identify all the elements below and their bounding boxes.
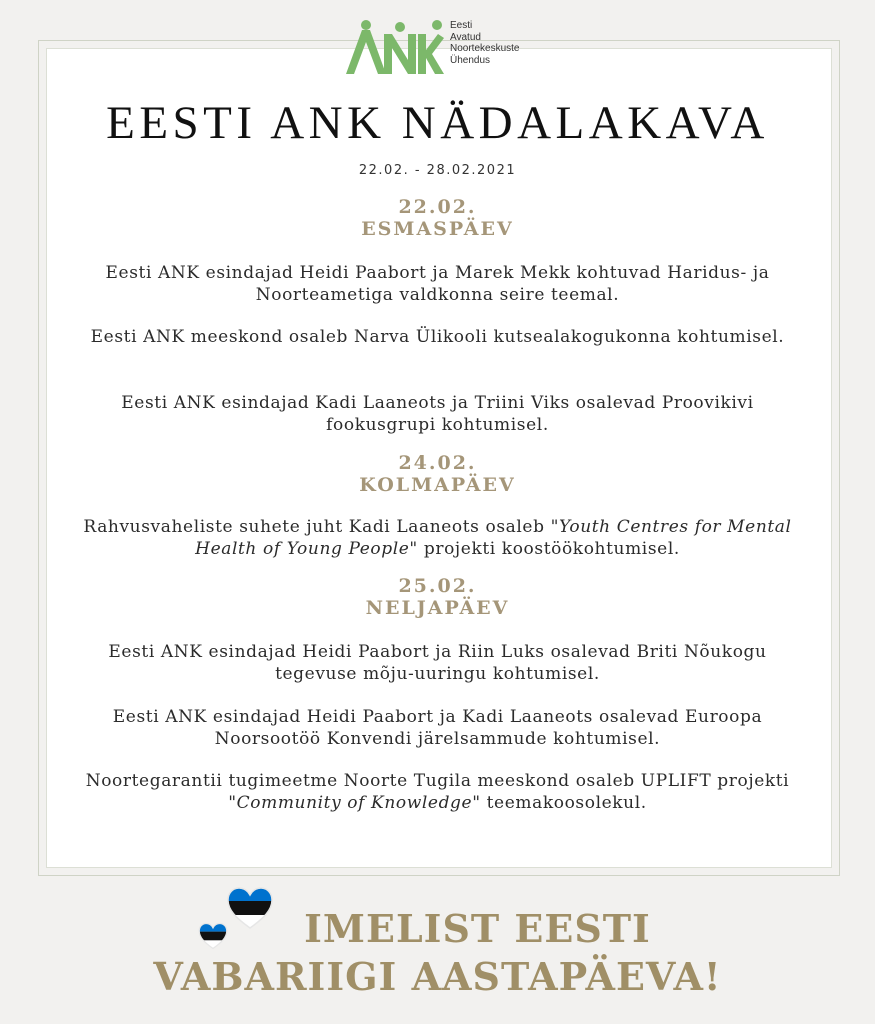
logo-line: Noortekeskuste bbox=[450, 43, 520, 54]
logo-line: Avatud bbox=[450, 31, 481, 43]
item-italic: "Youth Centres for Mental Health of Young People" bbox=[195, 517, 792, 559]
schedule-item: Eesti ANK esindajad Heidi Paabort ja Marek Mekk kohtuvad Haridus- ja Noorteametiga valdkonna seire teemal. bbox=[105, 263, 770, 305]
day-date: 25.02. bbox=[398, 575, 477, 597]
item-italic: "Community of Knowledge" bbox=[228, 793, 481, 813]
item-text: teemakoosolekul. bbox=[480, 793, 647, 813]
ank-logo-mark bbox=[344, 20, 444, 76]
greeting-line-1: IMELIST EESTI bbox=[304, 906, 651, 951]
logo-line: Ühendus bbox=[450, 54, 491, 66]
schedule-item bbox=[80, 770, 795, 814]
item-text: Rahvusvaheliste suhete juht Kadi Laaneots osaleb bbox=[83, 517, 551, 537]
day-date: 24.02. bbox=[398, 452, 477, 474]
schedule-item: Eesti ANK esindajad Heidi Paabort ja Kadi Laaneots osalevad Euroopa Noorsootöö Konvendi järelsammude kohtumisel. bbox=[112, 707, 763, 749]
page-title: EESTI ANK NÄDALAKAVA bbox=[106, 97, 769, 149]
schedule-item: Eesti ANK meeskond osaleb Narva Ülikooli kutsealakogukonna kohtumisel. bbox=[90, 327, 785, 347]
schedule-item: Eesti ANK esindajad Heidi Paabort ja Riin Luks osalevad Briti Nõukogu tegevuse mõju-uuringu kohtumisel. bbox=[108, 642, 767, 684]
schedule-item: Eesti ANK esindajad Kadi Laaneots ja Triini Viks osalevad Proovikivi fookusgrupi kohtumisel. bbox=[121, 393, 754, 435]
day-name: ESMASPÄEV bbox=[361, 218, 514, 240]
greeting-line-2: VABARIIGI AASTAPÄEVA! bbox=[153, 954, 722, 999]
logo-line: Eesti bbox=[450, 20, 473, 31]
ank-logo bbox=[344, 18, 544, 78]
day-name: NELJAPÄEV bbox=[365, 597, 510, 619]
item-text: Noortegarantii tugimeetme Noorte Tugila meeskond osaleb UPLIFT projekti bbox=[85, 771, 790, 791]
schedule-item bbox=[80, 516, 795, 560]
day-name: KOLMAPÄEV bbox=[359, 474, 516, 496]
item-text: projekti koostöökohtumisel. bbox=[417, 539, 680, 559]
logo-text bbox=[450, 20, 550, 66]
date-range: 22.02. - 28.02.2021 bbox=[358, 163, 517, 178]
day-date: 22.02. bbox=[398, 196, 477, 218]
